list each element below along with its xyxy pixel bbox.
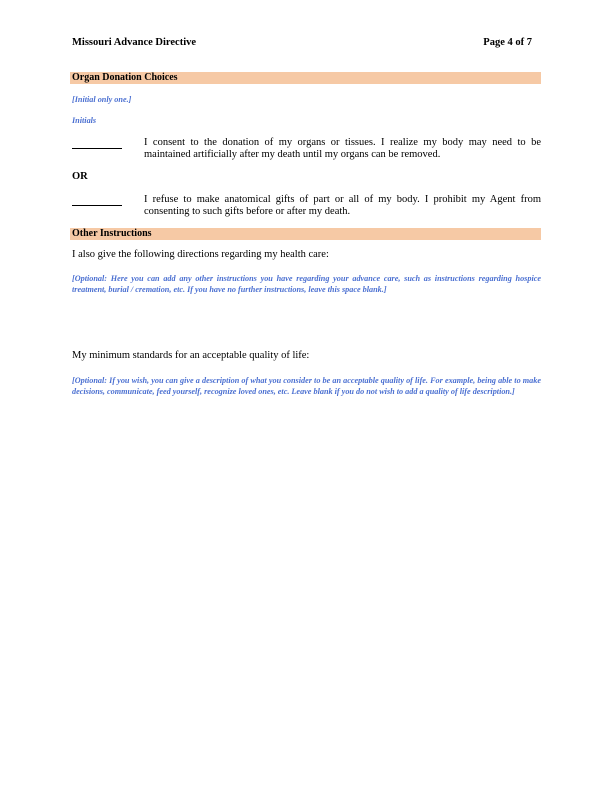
document-page [72,0,541,792]
consent-initials-field[interactable] [72,138,122,149]
refuse-initials-field[interactable] [72,195,122,206]
consent-text: I consent to the donation of my organs or tissues. I realize my body may need to be maintained artificially after my death until my organs can be removed. [144,137,541,160]
quality-of-life-label: My minimum standards for an acceptable quality of life: [72,350,310,361]
section-heading-organ-donation: Organ Donation Choices [70,72,541,84]
initial-instruction: [Initial only one.] [72,95,132,104]
page-number: Page 4 of 7 [483,37,532,48]
quality-of-life-note[interactable]: [Optional: If you wish, you can give a description of what you consider to be an acceptable quality of life. For example, being able to make decisions, communicate, feed yourself, recognize loved ones, etc. Leave blank if you do not wish to add a quality of life description.] [72,376,541,396]
directions-note[interactable]: [Optional: Here you can add any other instructions you have regarding your advance care, such as instructions regarding hospice treatment, burial / cremation, etc. If you have no further instructions, leave this space blank.] [72,274,541,294]
refuse-text: I refuse to make anatomical gifts of part or all of my body. I prohibit my Agent from consenting to such gifts before or after my death. [144,194,541,217]
section-heading-other-instructions: Other Instructions [70,228,541,240]
directions-label: I also give the following directions regarding my health care: [72,249,329,260]
initials-label: Initials [72,116,97,125]
or-label: OR [72,171,88,182]
document-title: Missouri Advance Directive [72,37,197,48]
